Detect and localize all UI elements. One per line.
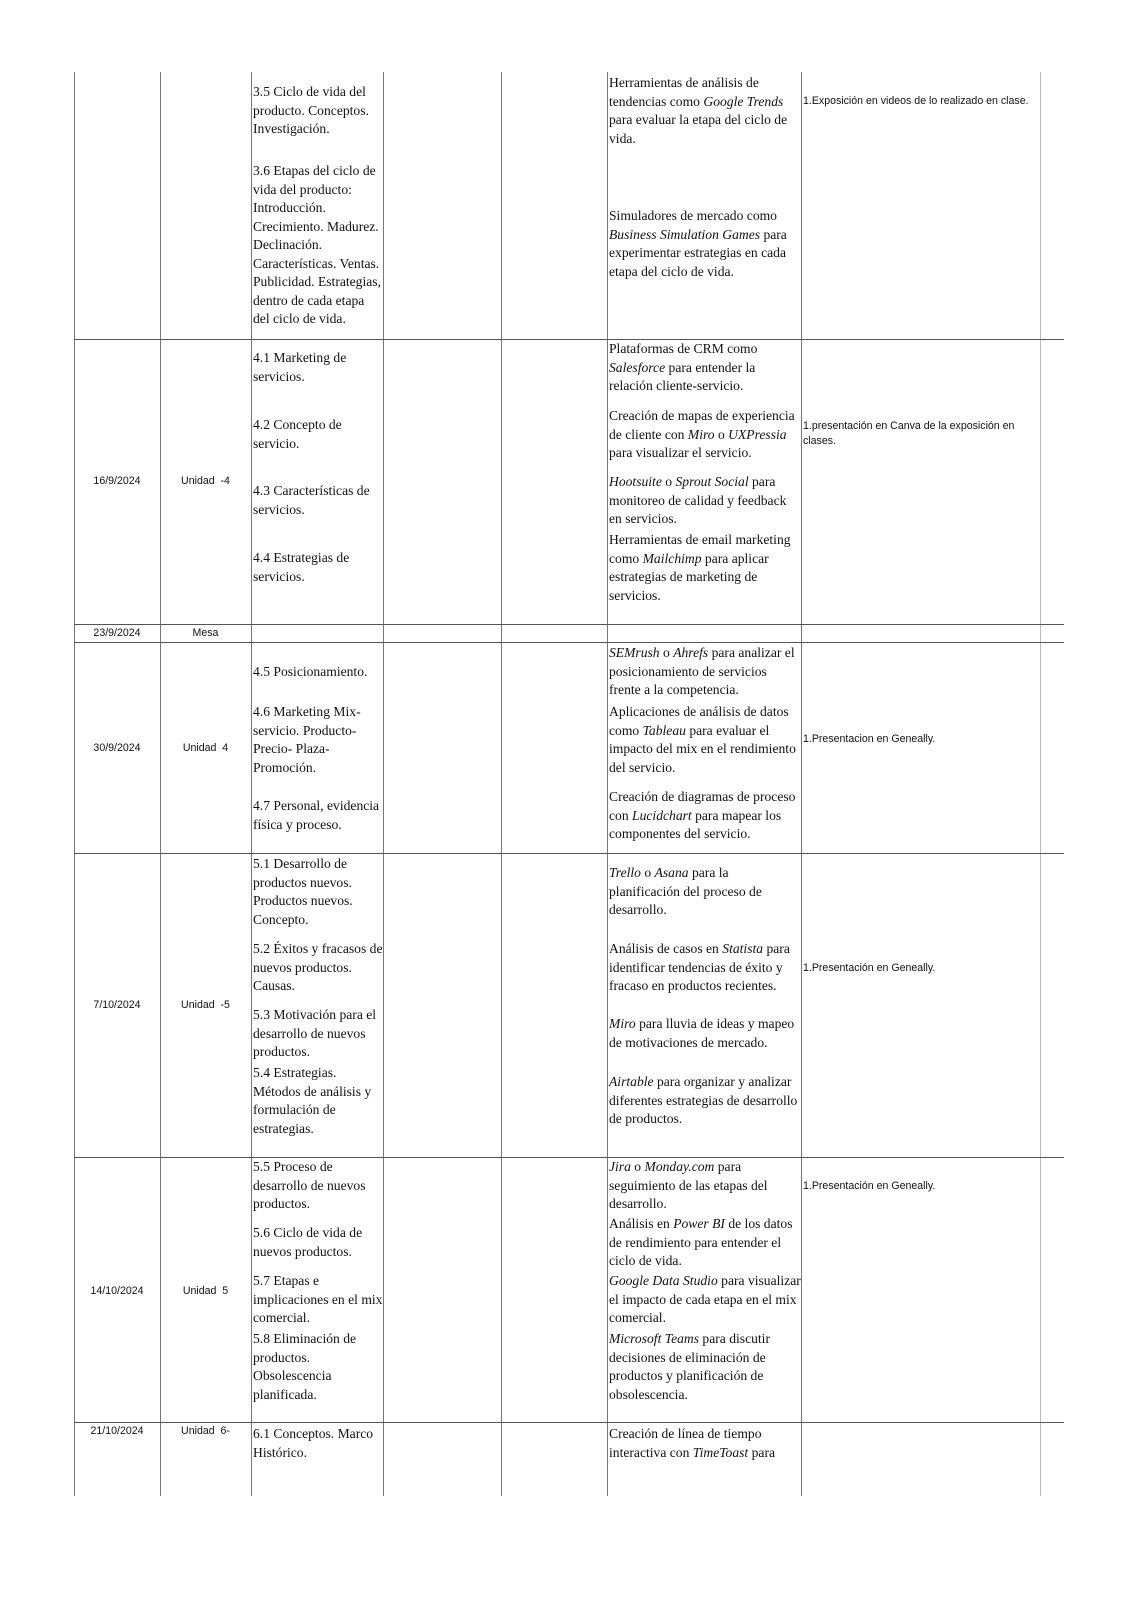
unit-cell: Unidad 6- — [181, 1425, 230, 1437]
tool-text: Creación de mapas de experiencia de cliente con Miro o UXPressia para visualizar el servicio. — [609, 408, 795, 460]
tool-text: Creación de diagramas de proceso con Lucidchart para mapear los componentes del servicio. — [609, 789, 796, 841]
topic-text: 4.7 Personal, evidencia física y proceso. — [253, 798, 380, 832]
tool-text: Airtable para organizar y analizar diferentes estrategias de desarrollo de productos. — [609, 1074, 798, 1126]
topic-text: 4.6 Marketing Mix-servicio. Producto-Precio- Plaza-Promoción. — [253, 704, 361, 775]
topic-text: 6.1 Conceptos. Marco Histórico. — [253, 1426, 374, 1460]
date-cell: 21/10/2024 — [90, 1425, 144, 1437]
topic-text: 5.1 Desarrollo de productos nuevos. Productos nuevos. Concepto. — [253, 856, 353, 927]
topic-text: 4.5 Posicionamiento. — [253, 664, 368, 679]
evaluation-text: 1.Presentacion en Geneally. — [803, 733, 936, 745]
column-divider — [383, 72, 384, 1496]
unit-cell: Mesa — [192, 627, 219, 639]
tool-text: Jira o Monday.com para seguimiento de las etapas del desarrollo. — [609, 1159, 768, 1211]
topic-text: 4.1 Marketing de servicios. — [253, 350, 347, 384]
column-divider — [160, 72, 161, 1496]
tool-text: Plataformas de CRM como Salesforce para entender la relación cliente-servicio. — [609, 341, 758, 393]
tool-text: Análisis de casos en Statista para identificar tendencias de éxito y fracaso en productos recientes. — [609, 941, 790, 993]
tool-text: Herramientas de análisis de tendencias como Google Trends para evaluar la etapa del ciclo de vida. — [609, 75, 788, 146]
row-divider — [74, 642, 1064, 643]
topic-text: 4.3 Características de servicios. — [253, 483, 370, 517]
column-divider — [607, 72, 608, 1496]
evaluation-text: 1.Exposición en videos de lo realizado en clase. — [803, 95, 1029, 107]
column-divider — [74, 72, 75, 1496]
column-divider — [251, 72, 252, 1496]
unit-cell: Unidad 4 — [182, 742, 229, 754]
column-divider — [801, 72, 802, 1496]
topic-text: 5.2 Éxitos y fracasos de nuevos productos. Causas. — [253, 941, 383, 993]
topic-text: 4.2 Concepto de servicio. — [253, 417, 342, 451]
topic-text: 5.6 Ciclo de vida de nuevos productos. — [253, 1225, 363, 1259]
topic-text: 3.5 Ciclo de vida del producto. Conceptos. Investigación. — [253, 84, 369, 136]
tool-text: Simuladores de mercado como Business Simulation Games para experimentar estrategias en cada etapa del ciclo de vida. — [609, 208, 787, 279]
row-divider — [74, 1157, 1064, 1158]
tool-text: Microsoft Teams para discutir decisiones de eliminación de productos y planificación de obsolescencia. — [609, 1331, 770, 1402]
topic-text: 5.8 Eliminación de productos. Obsolescencia planificada. — [253, 1331, 357, 1402]
date-cell: 14/10/2024 — [90, 1285, 144, 1297]
evaluation-text: 1.presentación en Canva de la exposición en clases. — [803, 420, 1015, 447]
unit-cell: Unidad -5 — [181, 999, 230, 1011]
tool-text: Aplicaciones de análisis de datos como Tableau para evaluar el impacto del mix en el rendimiento del servicio. — [609, 704, 796, 775]
topic-text: 5.4 Estrategias. Métodos de análisis y formulación de estrategias. — [253, 1065, 372, 1136]
tool-text: Creación de línea de tiempo interactiva con TimeToast para — [609, 1426, 776, 1460]
unit-cell: Unidad -4 — [181, 475, 230, 487]
row-divider — [74, 339, 1064, 340]
topic-text: 3.6 Etapas del ciclo de vida del producto: Introducción. Crecimiento. Madurez. Declinación. Características. Ventas. Publicidad. Estrategias, dentro de cada etapa del ciclo de vida. — [253, 163, 381, 326]
tool-text: Análisis en Power BI de los datos de rendimiento para entender el ciclo de vida. — [609, 1216, 793, 1268]
date-cell: 7/10/2024 — [93, 999, 141, 1011]
date-cell: 30/9/2024 — [93, 742, 141, 754]
topic-text: 5.7 Etapas e implicaciones en el mix comercial. — [253, 1273, 383, 1325]
tool-text: SEMrush o Ahrefs para analizar el posicionamiento de servicios frente a la competencia. — [609, 645, 795, 697]
topic-text: 5.3 Motivación para el desarrollo de nuevos productos. — [253, 1007, 377, 1059]
row-divider — [74, 853, 1064, 854]
column-divider — [1040, 72, 1041, 1496]
evaluation-text: 1.Presentación en Geneally. — [803, 1180, 936, 1192]
row-divider — [74, 1422, 1064, 1423]
row-divider — [74, 624, 1064, 625]
column-divider — [501, 72, 502, 1496]
tool-text: Miro para lluvia de ideas y mapeo de motivaciones de mercado. — [609, 1016, 795, 1050]
tool-text: Herramientas de email marketing como Mailchimp para aplicar estrategias de marketing de servicios. — [609, 532, 791, 603]
date-cell: 16/9/2024 — [93, 475, 141, 487]
date-cell: 23/9/2024 — [93, 627, 141, 639]
topic-text: 5.5 Proceso de desarrollo de nuevos productos. — [253, 1159, 366, 1211]
tool-text: Hootsuite o Sprout Social para monitoreo de calidad y feedback en servicios. — [609, 474, 787, 526]
topic-text: 4.4 Estrategias de servicios. — [253, 550, 350, 584]
unit-cell: Unidad 5 — [182, 1285, 229, 1297]
evaluation-text: 1.Presentación en Geneally. — [803, 962, 936, 974]
tool-text: Trello o Asana para la planificación del proceso de desarrollo. — [609, 865, 762, 917]
tool-text: Google Data Studio para visualizar el impacto de cada etapa en el mix comercial. — [609, 1273, 801, 1325]
